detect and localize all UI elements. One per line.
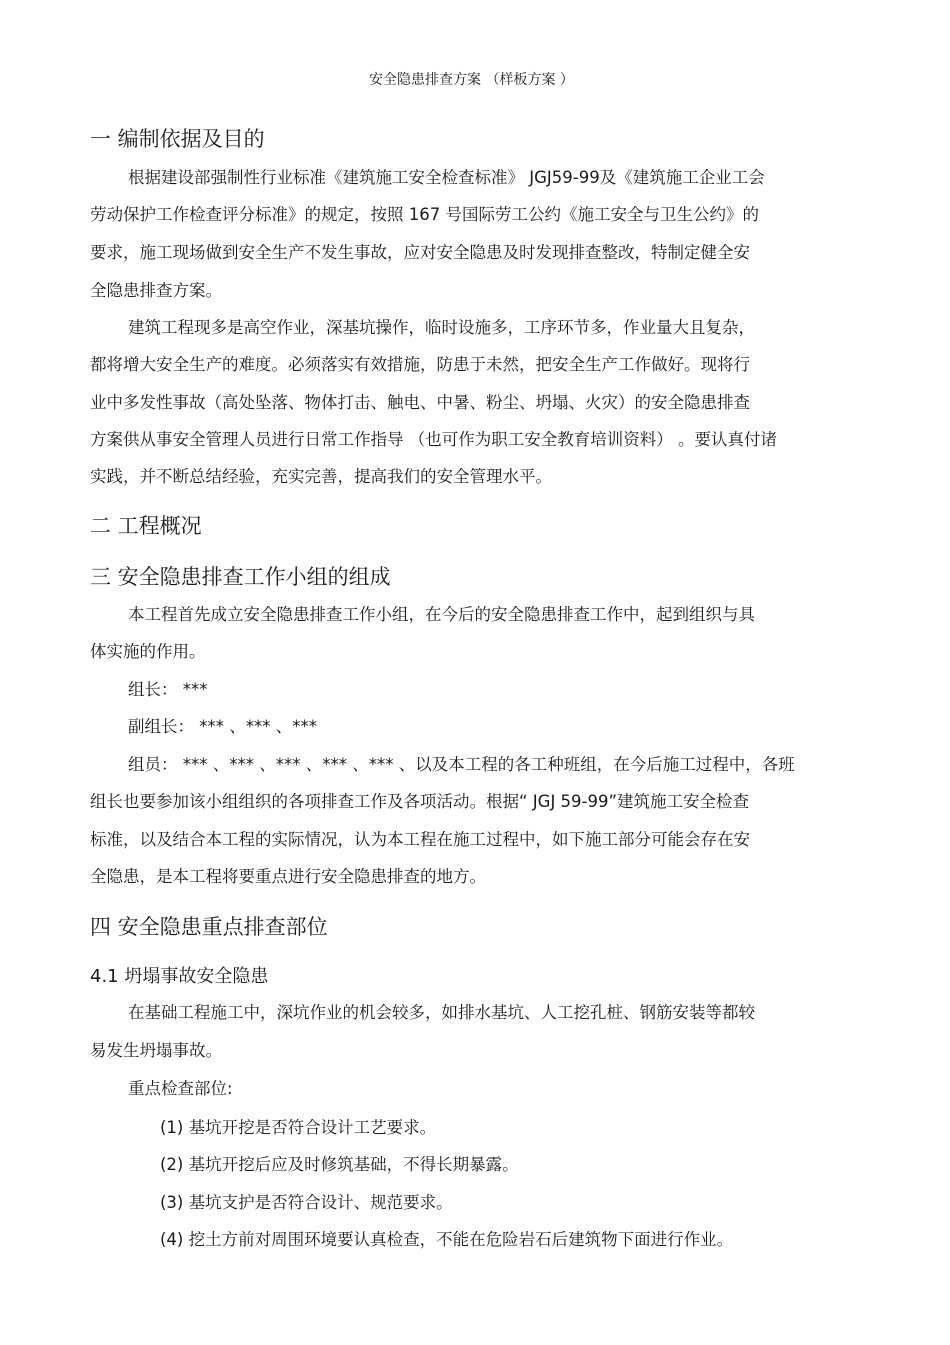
paragraph-line: 要求，施工现场做到安全生产不发生事故，应对安全隐患及时发现排查整改，特制定健全安	[90, 243, 750, 262]
check-points-label: 重点检查部位:	[128, 1079, 233, 1098]
paragraph-line: 劳动保护工作检查评分标准》的规定，按照 167 号国际劳工公约《施工安全与卫生公约》的	[90, 205, 759, 224]
paragraph-line: 全隐患，是本工程将要重点进行安全隐患排查的地方。	[90, 867, 486, 886]
section-4-heading: 四 安全隐患重点排查部位	[90, 915, 328, 939]
paragraph-line: 全隐患排查方案。	[90, 281, 222, 300]
paragraph-line: 标准，以及结合本工程的实际情况，认为本工程在施工过程中，如下施工部分可能会存在安	[90, 830, 750, 849]
section-3-heading: 三 安全隐患排查工作小组的组成	[90, 565, 391, 589]
check-list-item: (4) 挖土方前对周围环境要认真检查，不能在危险岩石后建筑物下面进行作业。	[160, 1230, 734, 1249]
check-list-item: (1) 基坑开挖是否符合设计工艺要求。	[160, 1118, 437, 1137]
document-title: 安全隐患排查方案 （样板方案 ）	[369, 72, 574, 88]
paragraph-line: 都将增大安全生产的难度。必须落实有效措施，防患于未然，把安全生产工作做好。现将行	[90, 355, 750, 374]
paragraph-line: 业中多发性事故（高处坠落、物体打击、触电、中暑、粉尘、坍塌、火灾）的安全隐患排查	[90, 393, 750, 412]
check-list-item: (2) 基坑开挖后应及时修筑基础，不得长期暴露。	[160, 1155, 519, 1174]
team-leader: 组长： ***	[128, 680, 208, 699]
team-deputy-leaders: 副组长： *** 、*** 、***	[128, 717, 317, 736]
team-members-line: 组员： *** 、*** 、*** 、*** 、*** 、以及本工程的各工种班组，在今后施工过程中，各班	[128, 755, 795, 774]
subsection-4-1-heading: 4.1 坍塌事故安全隐患	[90, 966, 269, 987]
paragraph-line: 本工程首先成立安全隐患排查工作小组，在今后的安全隐患排查工作中，起到组织与具	[128, 605, 755, 624]
paragraph-line: 实践，并不断总结经验，充实完善，提高我们的安全管理水平。	[90, 467, 552, 486]
paragraph-line: 方案供从事安全管理人员进行日常工作指导 （也可作为职工安全教育培训资料） 。要认真付诸	[90, 430, 777, 449]
section-2-heading: 二 工程概况	[90, 514, 202, 538]
paragraph-line: 体实施的作用。	[90, 642, 206, 661]
paragraph-line: 建筑工程现多是高空作业，深基坑操作，临时设施多，工序环节多，作业量大且复杂，	[128, 318, 755, 337]
paragraph-line: 易发生坍塌事故。	[90, 1041, 222, 1060]
section-1-heading: 一 编制依据及目的	[90, 127, 265, 151]
paragraph-line: 根据建设部强制性行业标准《建筑施工安全检查标准》 JGJ59-99及《建筑施工企业工会	[128, 168, 765, 187]
paragraph-line: 组长也要参加该小组组织的各项排查工作及各项活动。根据“ JGJ 59-99”建筑施工安全检查	[90, 792, 750, 811]
paragraph-line: 在基础工程施工中，深坑作业的机会较多，如排水基坑、人工挖孔桩、钢筋安装等都较	[128, 1003, 755, 1022]
check-list-item: (3) 基坑支护是否符合设计、规范要求。	[160, 1193, 453, 1212]
